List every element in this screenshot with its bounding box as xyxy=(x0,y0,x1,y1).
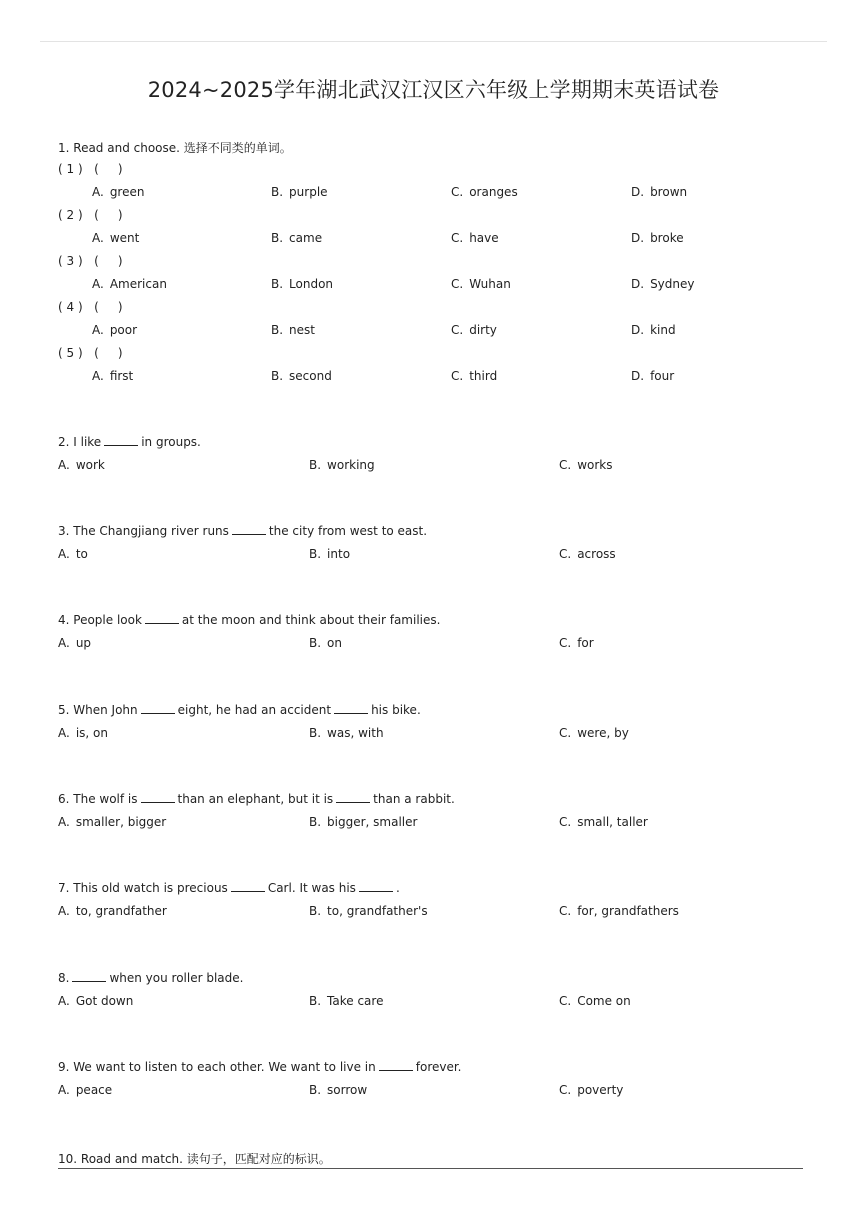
q1-item-5-option-d[interactable]: D. four xyxy=(631,369,675,383)
question-3-stem: 3. The Changjiang river runs the city from west to east. xyxy=(58,524,428,538)
q1-item-5-option-b[interactable]: B. second xyxy=(271,369,332,383)
q8-option-c[interactable]: C. Come on xyxy=(559,994,631,1008)
q6-option-c[interactable]: C. small, taller xyxy=(559,815,648,829)
q3-option-b[interactable]: B. into xyxy=(309,547,351,561)
q7-option-c[interactable]: C. for, grandfathers xyxy=(559,904,679,918)
q4-option-b[interactable]: B. on xyxy=(309,636,342,650)
q1-item-5-option-c[interactable]: C. third xyxy=(451,369,498,383)
answer-blank xyxy=(334,703,368,714)
answer-blank xyxy=(141,792,175,803)
q6-option-a[interactable]: A. smaller, bigger xyxy=(58,815,167,829)
q1-item-3-option-a[interactable]: A. American xyxy=(92,277,167,291)
answer-blank xyxy=(379,1060,413,1071)
q1-item-4-option-b[interactable]: B. nest xyxy=(271,323,315,337)
q9-option-a[interactable]: A. peace xyxy=(58,1083,113,1097)
q4-option-a[interactable]: A. up xyxy=(58,636,92,650)
q1-item-2-option-d[interactable]: D. broke xyxy=(631,231,684,245)
q1-item-3-label: ( 3 ) ( ) xyxy=(58,254,123,268)
question-8-stem: 8. when you roller blade. xyxy=(58,971,244,985)
answer-blank xyxy=(141,703,175,714)
q7-option-b[interactable]: B. to, grandfather's xyxy=(309,904,428,918)
q9-option-c[interactable]: C. poverty xyxy=(559,1083,624,1097)
q1-item-2-option-b[interactable]: B. came xyxy=(271,231,323,245)
q1-item-1-option-c[interactable]: C. oranges xyxy=(451,185,518,199)
q7-option-a[interactable]: A. to, grandfather xyxy=(58,904,167,918)
question-7-stem: 7. This old watch is precious Carl. It was his . xyxy=(58,881,400,895)
question-2-stem: 2. I like in groups. xyxy=(58,435,201,449)
q9-option-b[interactable]: B. sorrow xyxy=(309,1083,368,1097)
top-divider xyxy=(40,41,827,42)
answer-blank xyxy=(72,971,106,982)
question-1-stem: 1. Read and choose. 选择不同类的单词。 xyxy=(58,141,292,155)
q3-option-a[interactable]: A. to xyxy=(58,547,88,561)
q1-item-3-option-c[interactable]: C. Wuhan xyxy=(451,277,511,291)
q6-option-b[interactable]: B. bigger, smaller xyxy=(309,815,418,829)
page-title: 2024~2025学年湖北武汉江汉区六年级上学期期末英语试卷 xyxy=(147,78,720,102)
q1-item-5-option-a[interactable]: A. first xyxy=(92,369,134,383)
q1-item-2-option-a[interactable]: A. went xyxy=(92,231,140,245)
q1-item-4-option-a[interactable]: A. poor xyxy=(92,323,138,337)
question-9-stem: 9. We want to listen to each other. We want to live in forever. xyxy=(58,1060,462,1074)
q4-option-c[interactable]: C. for xyxy=(559,636,594,650)
q5-option-c[interactable]: C. were, by xyxy=(559,726,629,740)
q1-item-1-label: ( 1 ) ( ) xyxy=(58,162,123,176)
q5-option-a[interactable]: A. is, on xyxy=(58,726,108,740)
answer-blank xyxy=(232,524,266,535)
bottom-divider xyxy=(58,1168,803,1169)
q1-item-4-label: ( 4 ) ( ) xyxy=(58,300,123,314)
answer-blank xyxy=(359,881,393,892)
question-5-stem: 5. When John eight, he had an accident his bike. xyxy=(58,703,421,717)
q8-option-a[interactable]: A. Got down xyxy=(58,994,134,1008)
q8-option-b[interactable]: B. Take care xyxy=(309,994,384,1008)
q1-item-2-option-c[interactable]: C. have xyxy=(451,231,499,245)
answer-blank xyxy=(231,881,265,892)
question-4-stem: 4. People look at the moon and think about their families. xyxy=(58,613,441,627)
q1-item-3-option-b[interactable]: B. London xyxy=(271,277,334,291)
answer-blank xyxy=(104,435,138,446)
q2-option-c[interactable]: C. works xyxy=(559,458,613,472)
q2-option-a[interactable]: A. work xyxy=(58,458,105,472)
q5-option-b[interactable]: B. was, with xyxy=(309,726,384,740)
q1-item-4-option-c[interactable]: C. dirty xyxy=(451,323,497,337)
answer-blank xyxy=(336,792,370,803)
question-10-stem: 10. Road and match. 读句子，匹配对应的标识。 xyxy=(58,1152,331,1166)
q1-item-1-option-d[interactable]: D. brown xyxy=(631,185,688,199)
q1-item-1-option-b[interactable]: B. purple xyxy=(271,185,328,199)
q3-option-c[interactable]: C. across xyxy=(559,547,616,561)
q1-item-2-label: ( 2 ) ( ) xyxy=(58,208,123,222)
q1-item-5-label: ( 5 ) ( ) xyxy=(58,346,123,360)
q1-item-4-option-d[interactable]: D. kind xyxy=(631,323,676,337)
q2-option-b[interactable]: B. working xyxy=(309,458,375,472)
question-6-stem: 6. The wolf is than an elephant, but it is than a rabbit. xyxy=(58,792,455,806)
answer-blank xyxy=(145,613,179,624)
q1-item-1-option-a[interactable]: A. green xyxy=(92,185,145,199)
q1-item-3-option-d[interactable]: D. Sydney xyxy=(631,277,695,291)
